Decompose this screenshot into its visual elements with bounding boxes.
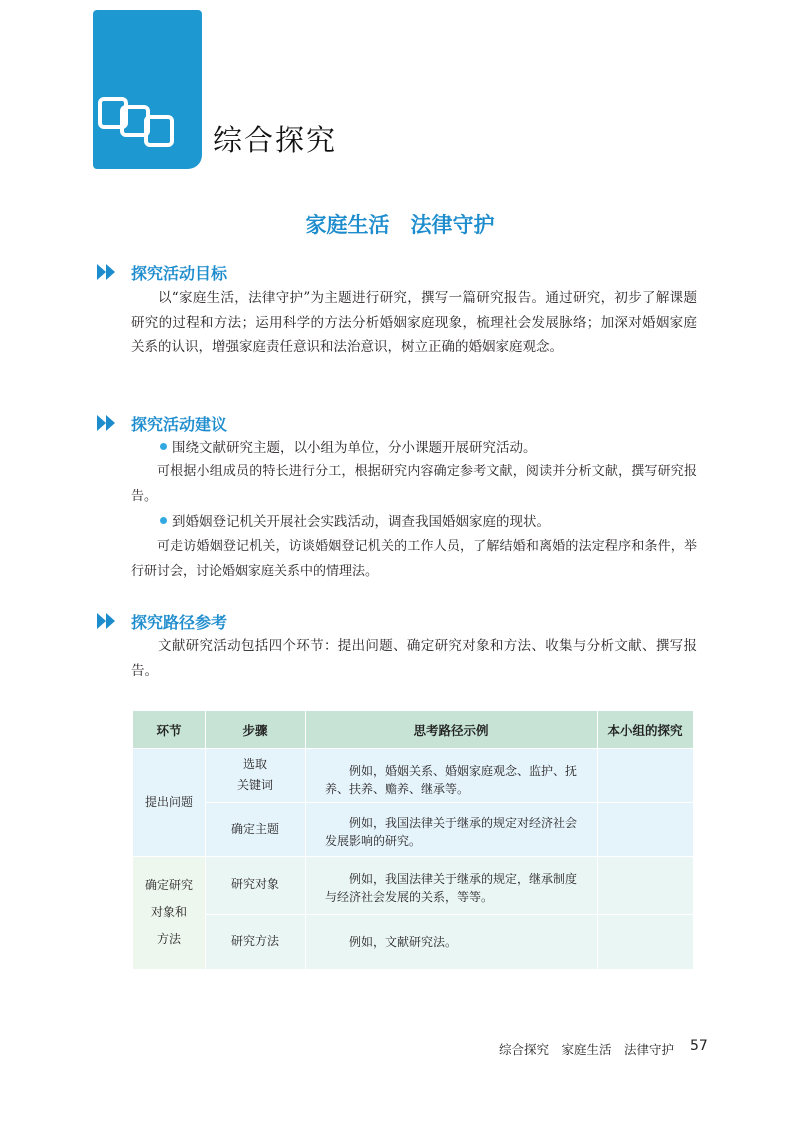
stage-cell: 确定研究 对象和 方法 [133, 856, 205, 969]
own-cell[interactable] [597, 914, 693, 969]
bullet-text: 到婚姻登记机关开展社会实践活动，调查我国婚姻家庭的现状。 [172, 514, 550, 530]
double-arrow-icon [97, 613, 119, 629]
bullet-dot-icon [160, 443, 167, 450]
three-overlapping-squares-icon [96, 93, 180, 157]
table-divider [133, 748, 693, 749]
double-arrow-icon [97, 264, 119, 280]
table-header: 环节 [133, 711, 205, 748]
suggestion-bullet-1 [160, 436, 537, 456]
example-cell: 例如，文献研究法。 [305, 914, 597, 969]
section-heading-label: 探究活动目标 [131, 264, 228, 283]
step-cell: 选取 关键词 [205, 748, 305, 802]
page-title: 家庭生活 法律守护 [305, 213, 495, 237]
running-footer: 综合探究 家庭生活 法律守护 [499, 1042, 675, 1057]
suggestion-detail-2: 可走访婚姻登记机关，访谈婚姻登记机关的工作人员，了解结婚和离婚的法定程序和条件，举行研讨会，讨论婚姻家庭关系中的情理法。 [131, 539, 697, 579]
bullet-dot-icon [160, 517, 167, 524]
example-cell: 例如，我国法律关于继承的规定对经济社会发展影响的研究。 [305, 802, 597, 856]
table-divider [205, 914, 693, 915]
table-header: 思考路径示例 [305, 711, 597, 748]
section-heading-label: 探究活动建议 [131, 415, 228, 434]
section-heading-label: 探究路径参考 [131, 613, 228, 632]
suggestion-detail-1: 可根据小组成员的特长进行分工，根据研究内容确定参考文献，阅读并分析文献，撰写研究报告。 [131, 464, 697, 504]
double-arrow-icon [97, 415, 119, 431]
table-divider [305, 711, 306, 969]
table-header: 本小组的探究 [597, 711, 693, 748]
example-cell: 例如，婚姻关系、婚姻家庭观念、监护、抚养、扶养、赡养、继承等。 [305, 748, 597, 802]
table-header: 步骤 [205, 711, 305, 748]
table-divider [133, 856, 693, 857]
bullet-text: 围绕文献研究主题，以小组为单位，分小课题开展研究活动。 [172, 440, 537, 456]
step-cell: 研究对象 [205, 856, 305, 914]
own-cell[interactable] [597, 802, 693, 856]
research-path-table [133, 711, 693, 969]
example-cell: 例如，我国法律关于继承的规定，继承制度与经济社会发展的关系，等等。 [305, 856, 597, 914]
stage-cell: 提出问题 [133, 748, 205, 856]
step-cell: 研究方法 [205, 914, 305, 969]
table-divider [205, 802, 693, 803]
table-divider [205, 711, 206, 969]
page-number: 57 [690, 1038, 708, 1054]
own-cell[interactable] [597, 856, 693, 914]
suggestion-bullet-2 [160, 510, 550, 530]
own-cell[interactable] [597, 748, 693, 802]
table-divider [597, 711, 598, 969]
chapter-title: 综合探究 [213, 123, 338, 157]
goal-paragraph: 以“家庭生活，法律守护”为主题进行研究，撰写一篇研究报告。通过研究，初步了解课题研究的过程和方法；运用科学的方法分析婚姻家庭现象，梳理社会发展脉络；加深对婚姻家庭关系的认识，增强家庭责任意识和法治意识，树立正确的婚姻家庭观念。 [131, 290, 697, 355]
step-cell: 确定主题 [205, 802, 305, 856]
path-paragraph: 文献研究活动包括四个环节：提出问题、确定研究对象和方法、收集与分析文献、撰写报告。 [131, 638, 697, 679]
